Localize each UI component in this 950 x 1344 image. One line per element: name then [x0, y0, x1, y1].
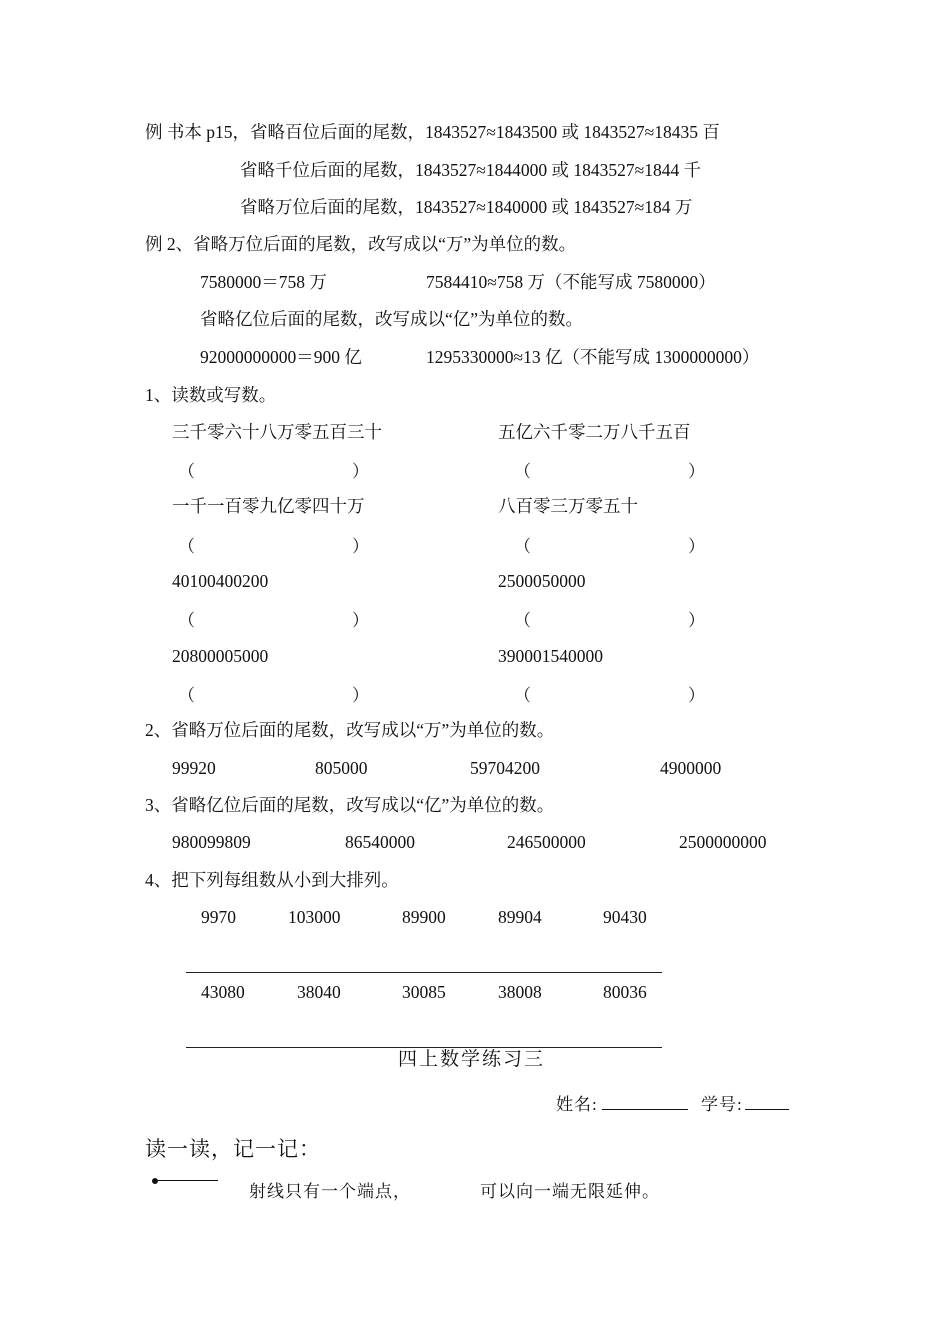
answer-open-paren: （ [178, 686, 195, 705]
answer-close-paren: ） [688, 686, 705, 705]
example-1-line-2: 省略千位后面的尾数，1843527≈1844000 或 1843527≈1844 千 [240, 160, 702, 180]
q1-item-1: 三千零六十八万零五百三十 [172, 422, 382, 442]
answer-open-paren: （ [178, 537, 195, 556]
question-4-title: 4、把下列每组数从小到大排列。 [145, 870, 399, 890]
q4-group-2-number: 38008 [498, 982, 542, 1002]
q4-group-2-number: 80036 [603, 982, 647, 1002]
answer-open-paren: （ [514, 686, 531, 705]
answer-close-paren: ） [688, 462, 705, 481]
q1-item-6: 2500050000 [498, 571, 586, 591]
answer-close-paren: ） [352, 537, 369, 556]
q2-number: 59704200 [470, 758, 540, 778]
q3-number: 86540000 [345, 832, 415, 852]
example-2-title: 例 2、省略万位后面的尾数，改写成以“万”为单位的数。 [145, 234, 577, 254]
answer-open-paren: （ [514, 537, 531, 556]
ray-line [156, 1180, 218, 1181]
q3-number: 2500000000 [679, 832, 767, 852]
answer-open-paren: （ [514, 462, 531, 481]
answer-line[interactable] [186, 972, 662, 973]
q4-group-1-number: 9970 [201, 907, 236, 927]
q1-item-7: 20800005000 [172, 646, 269, 666]
ray-endpoint [152, 1178, 158, 1184]
example-1-line-3: 省略万位后面的尾数，1843527≈1840000 或 1843527≈184 万 [240, 197, 693, 217]
example-2-d: 1295330000≈13 亿（不能写成 1300000000） [426, 347, 760, 367]
q1-item-5: 40100400200 [172, 571, 269, 591]
q2-number: 805000 [315, 758, 368, 778]
example-2-subtitle: 省略亿位后面的尾数，改写成以“亿”为单位的数。 [200, 309, 584, 329]
q4-group-2-number: 43080 [201, 982, 245, 1002]
answer-close-paren: ） [352, 686, 369, 705]
q4-group-1-number: 90430 [603, 907, 647, 927]
q2-number: 4900000 [660, 758, 722, 778]
q4-group-2-number: 30085 [402, 982, 446, 1002]
id-label: 学号: [700, 1095, 743, 1114]
q1-item-4: 八百零三万零五十 [498, 496, 638, 516]
question-1-title: 1、读数或写数。 [145, 385, 277, 405]
q1-item-8: 390001540000 [498, 646, 603, 666]
q1-item-2: 五亿六千零二万八千五百 [498, 422, 691, 442]
answer-open-paren: （ [514, 611, 531, 630]
example-2-c: 92000000000＝900 亿 [200, 347, 362, 367]
ray-text-b: 可以向一端无限延伸。 [480, 1182, 660, 1201]
answer-open-paren: （ [178, 462, 195, 481]
name-label: 姓名: [556, 1095, 598, 1114]
student-info [556, 1093, 789, 1116]
example-2-a: 7580000＝758 万 [200, 272, 327, 292]
q3-number: 980099809 [172, 832, 251, 852]
q4-group-1-number: 89904 [498, 907, 542, 927]
id-field[interactable] [745, 1093, 789, 1110]
section-heading: 读一读，记一记： [145, 1137, 321, 1161]
answer-close-paren: ） [688, 611, 705, 630]
answer-close-paren: ） [352, 611, 369, 630]
ray-text-a: 射线只有一个端点， [249, 1182, 411, 1201]
q1-item-3: 一千一百零九亿零四十万 [172, 496, 365, 516]
q3-number: 246500000 [507, 832, 586, 852]
q4-group-1-number: 89900 [402, 907, 446, 927]
example-1-line-1: 例 书本 p15，省略百位后面的尾数，1843527≈1843500 或 1843527≈18435 百 [145, 122, 720, 142]
answer-close-paren: ） [352, 462, 369, 481]
q2-number: 99920 [172, 758, 216, 778]
answer-open-paren: （ [178, 611, 195, 630]
worksheet-title: 四上数学练习三 [398, 1049, 546, 1070]
answer-close-paren: ） [688, 537, 705, 556]
q4-group-2-number: 38040 [297, 982, 341, 1002]
question-2-title: 2、省略万位后面的尾数，改写成以“万”为单位的数。 [145, 720, 555, 740]
name-field[interactable] [602, 1093, 688, 1110]
q4-group-1-number: 103000 [288, 907, 341, 927]
question-3-title: 3、省略亿位后面的尾数，改写成以“亿”为单位的数。 [145, 795, 555, 815]
example-2-b: 7584410≈758 万（不能写成 7580000） [426, 272, 716, 292]
